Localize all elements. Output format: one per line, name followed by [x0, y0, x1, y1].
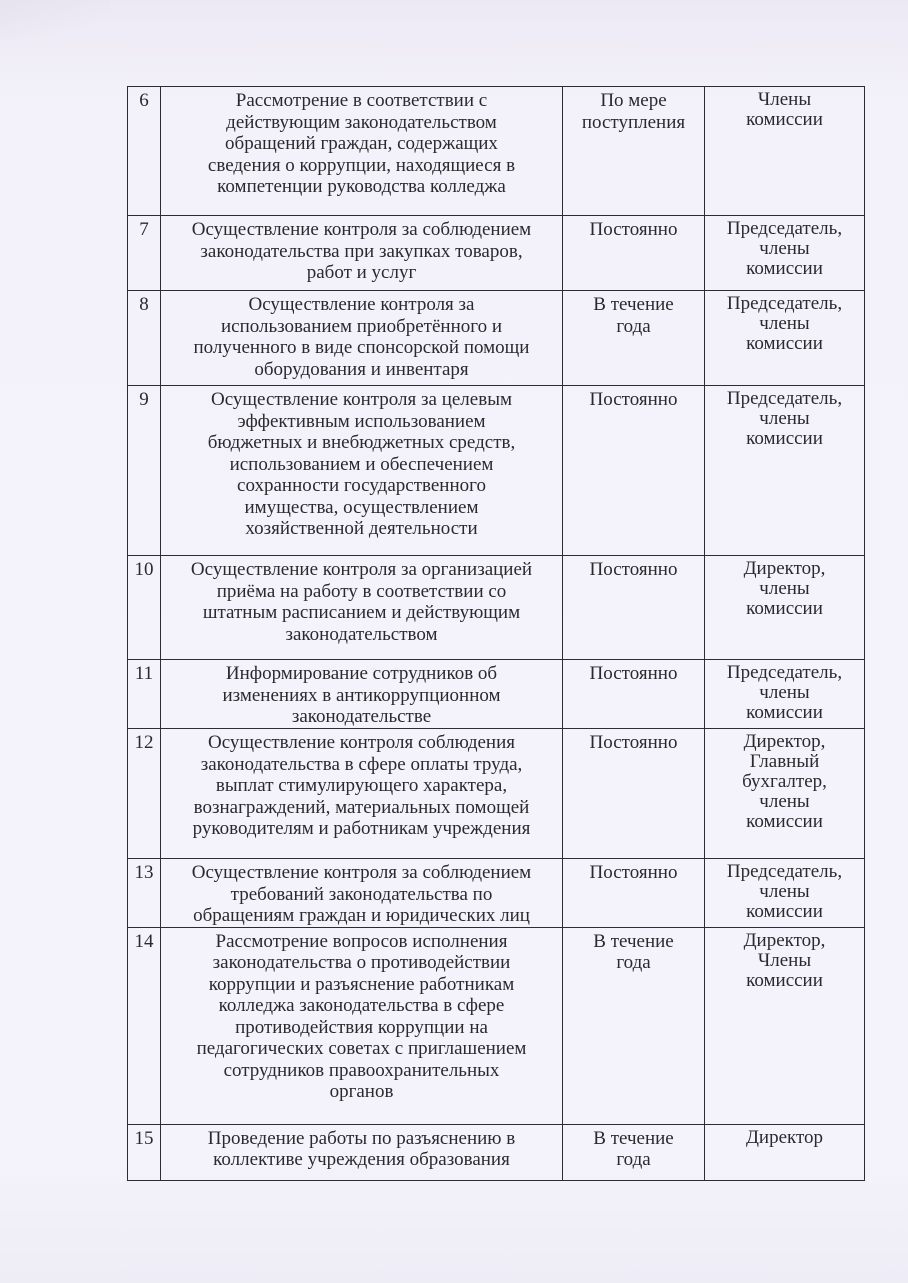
deadline-line: Постоянно	[589, 219, 678, 240]
responsible-line: комиссии	[746, 333, 823, 354]
measure-description-line: Осуществление контроля за соблюдением	[191, 862, 532, 883]
measure-description-line: законодательства о противодействии	[212, 952, 511, 973]
measure-description-cell	[161, 216, 563, 291]
responsible-line: члены	[759, 408, 810, 429]
row-number-cell	[128, 859, 161, 928]
measure-description-line: выплат стимулирующего характера,	[215, 775, 508, 796]
row-number: 13	[134, 862, 154, 883]
row-number-cell	[128, 386, 161, 556]
deadline-cell	[563, 386, 705, 556]
measure-description-line: использованием приобретённого и	[220, 315, 502, 337]
measure-description-cell	[161, 556, 563, 660]
deadline-line: В течение	[593, 930, 674, 952]
measure-description-cell	[161, 859, 563, 928]
row-number: 14	[134, 930, 154, 952]
measure-description-line: законодательства при закупках товаров,	[200, 240, 523, 262]
responsible-line: комиссии	[746, 811, 823, 832]
measure-description-line: законодательством	[285, 623, 438, 645]
responsible-line: члены	[759, 578, 810, 599]
measure-description-line: имущества, осуществлением	[244, 496, 479, 518]
measure-description-line: законодательства в сфере оплаты труда,	[200, 753, 523, 775]
deadline-cell	[563, 660, 705, 729]
deadline-line: В течение	[593, 294, 674, 315]
measure-description-line: Информирование сотрудников об	[225, 663, 498, 684]
measure-description-cell	[161, 87, 563, 216]
measure-description-line: работ и услуг	[306, 262, 417, 283]
table-row	[128, 291, 865, 386]
deadline-line: года	[616, 1149, 651, 1170]
responsible-line: Директор,	[743, 558, 826, 579]
table-row	[128, 386, 865, 556]
responsible-line: комиссии	[746, 428, 823, 449]
responsible-line: комиссии	[746, 598, 823, 619]
row-number: 15	[134, 1127, 154, 1149]
deadline-line: Постоянно	[589, 389, 678, 410]
measure-description-line: обращениям граждан и юридических лиц	[193, 905, 530, 926]
row-number-cell	[128, 1124, 161, 1180]
responsible-line: Директор,	[743, 731, 826, 752]
responsible-cell	[705, 386, 865, 556]
deadline-line: поступления	[581, 111, 686, 133]
row-number: 8	[139, 294, 149, 315]
measure-description-line: бюджетных и внебюджетных средств,	[207, 432, 516, 453]
responsible-line: члены	[759, 791, 810, 812]
measure-description-line: Рассмотрение вопросов исполнения	[215, 930, 508, 952]
measure-description-line: хозяйственной деятельности	[245, 518, 478, 539]
deadline-cell	[563, 556, 705, 660]
deadline-line: Постоянно	[589, 862, 678, 883]
responsible-line: члены	[759, 881, 810, 902]
anticorruption-plan-table	[127, 86, 865, 1181]
measure-description-line: действующим законодательством	[226, 111, 497, 133]
measure-description-line: оборудования и инвентаря	[254, 358, 469, 380]
responsible-cell	[705, 660, 865, 729]
responsible-line: Директор,	[743, 929, 826, 951]
row-number: 12	[134, 732, 154, 753]
measure-description-line: Проведение работы по разъяснению в	[207, 1127, 516, 1149]
responsible-line: Директор	[745, 1126, 824, 1148]
responsible-cell	[705, 1124, 865, 1180]
row-number: 10	[134, 559, 154, 580]
measure-description-line: Осуществление контроля за организацией	[190, 559, 533, 580]
deadline-cell	[563, 87, 705, 216]
measure-description-cell	[161, 1124, 563, 1180]
row-number: 6	[139, 90, 149, 111]
measure-description-line: сведения о коррупции, находящиеся в	[207, 154, 516, 176]
measure-description-line: использованием и обеспечением	[229, 453, 494, 475]
measure-description-line: требований законодательства по	[230, 883, 493, 905]
deadline-line: По мере	[600, 90, 667, 111]
measure-description-line: противодействия коррупции на	[235, 1016, 488, 1038]
responsible-line: Председатель,	[726, 388, 843, 409]
row-number: 9	[139, 389, 149, 410]
page-corner-shadow	[0, 0, 110, 40]
measure-description-line: коллективе учреждения образования	[213, 1149, 510, 1170]
deadline-line: В течение	[593, 1127, 674, 1149]
measure-description-line: руководителям и работникам учреждения	[192, 818, 531, 839]
deadline-line: Постоянно	[589, 663, 678, 684]
measure-description-line: сотрудников правоохранительных	[223, 1059, 500, 1081]
table-row	[128, 729, 865, 859]
row-number: 7	[139, 219, 149, 240]
measure-description-line: Осуществление контроля за соблюдением	[191, 219, 532, 240]
responsible-line: бухгалтер,	[742, 771, 827, 792]
table-row	[128, 87, 865, 216]
responsible-line: члены	[759, 682, 810, 703]
deadline-line: года	[616, 315, 651, 337]
measure-description-line: коррупции и разъяснение работникам	[208, 973, 515, 995]
responsible-cell	[705, 927, 865, 1124]
measure-description-cell	[161, 386, 563, 556]
measure-description-line: педагогических советах с приглашением	[196, 1038, 527, 1059]
row-number-cell	[128, 216, 161, 291]
measure-description-line: Осуществление контроля соблюдения	[207, 732, 516, 753]
responsible-line: Главный	[749, 751, 820, 772]
measure-description-line: колледжа законодательства в сфере	[218, 995, 505, 1016]
responsible-line: члены	[759, 238, 810, 259]
measure-description-line: органов	[329, 1081, 394, 1102]
measure-description-line: эффективным использованием	[237, 410, 486, 432]
deadline-cell	[563, 729, 705, 859]
measure-description-cell	[161, 729, 563, 859]
responsible-cell	[705, 216, 865, 291]
measure-description-line: Рассмотрение в соответствии с	[235, 90, 488, 111]
table-row	[128, 859, 865, 928]
deadline-cell	[563, 291, 705, 386]
deadline-cell	[563, 927, 705, 1124]
deadline-line: Постоянно	[589, 559, 678, 580]
responsible-line: Председатель,	[726, 662, 843, 683]
responsible-line: комиссии	[746, 109, 823, 130]
responsible-line: Председатель,	[726, 218, 843, 239]
measure-description-cell	[161, 927, 563, 1124]
responsible-line: Председатель,	[726, 293, 843, 314]
responsible-line: комиссии	[746, 702, 823, 723]
deadline-cell	[563, 216, 705, 291]
row-number-cell	[128, 556, 161, 660]
responsible-line: члены	[759, 313, 810, 334]
measure-description-line: обращений граждан, содержащих	[225, 133, 498, 154]
measure-description-cell	[161, 291, 563, 386]
measure-description-line: вознаграждений, материальных помощей	[193, 796, 530, 818]
table-row	[128, 927, 865, 1124]
deadline-cell	[563, 1124, 705, 1180]
table-row	[128, 1124, 865, 1180]
measure-description-line: штатным расписанием и действующим	[202, 602, 521, 623]
measure-description-line: приёма на работу в соответствии со	[216, 580, 507, 602]
measure-description-line: компетенции руководства колледжа	[217, 176, 506, 197]
responsible-line: комиссии	[746, 258, 823, 279]
measure-description-cell	[161, 660, 563, 729]
table-row	[128, 216, 865, 291]
responsible-line: Председатель,	[726, 861, 843, 882]
responsible-line: Члены	[757, 89, 812, 110]
row-number-cell	[128, 729, 161, 859]
measure-description-line: полученного в виде спонсорской помощи	[193, 337, 530, 358]
responsible-line: Члены	[757, 949, 812, 971]
measure-description-line: Осуществление контроля за	[248, 294, 475, 315]
table-row	[128, 556, 865, 660]
row-number: 11	[134, 663, 154, 684]
row-number-cell	[128, 927, 161, 1124]
responsible-cell	[705, 87, 865, 216]
row-number-cell	[128, 660, 161, 729]
responsible-line: комиссии	[746, 969, 823, 991]
table-row	[128, 660, 865, 729]
measure-description-line: изменениях в антикоррупционном	[222, 684, 501, 706]
responsible-cell	[705, 556, 865, 660]
measure-description-line: законодательстве	[291, 706, 432, 727]
responsible-cell	[705, 729, 865, 859]
deadline-line: Постоянно	[589, 732, 678, 753]
responsible-cell	[705, 859, 865, 928]
measure-description-line: сохранности государственного	[237, 475, 486, 496]
measure-description-line: Осуществление контроля за целевым	[211, 389, 512, 410]
row-number-cell	[128, 87, 161, 216]
responsible-cell	[705, 291, 865, 386]
deadline-cell	[563, 859, 705, 928]
row-number-cell	[128, 291, 161, 386]
deadline-line: года	[616, 952, 651, 973]
responsible-line: комиссии	[746, 901, 823, 922]
